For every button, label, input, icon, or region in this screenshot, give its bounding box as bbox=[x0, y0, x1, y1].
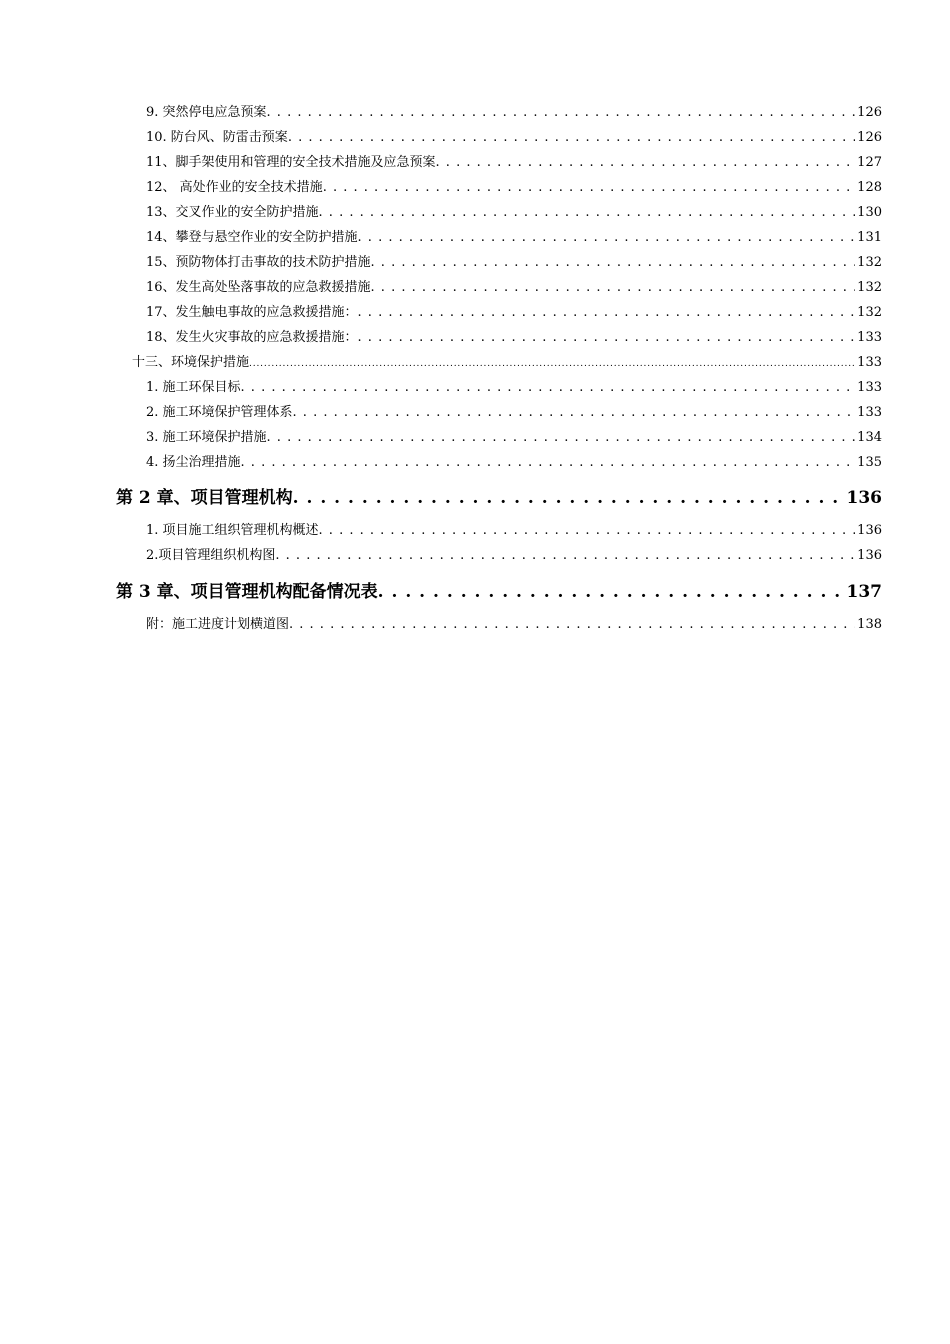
toc-leader-dots bbox=[323, 180, 855, 195]
toc-chapter-entry[interactable] bbox=[116, 577, 882, 601]
toc-entry[interactable] bbox=[146, 251, 882, 271]
toc-entry-page: 132 bbox=[857, 255, 882, 270]
toc-chapter-label: 第 3 章、项目管理机构配备情况表 bbox=[116, 582, 378, 602]
toc-leader-dots bbox=[241, 455, 856, 470]
toc-entry-page: 138 bbox=[857, 617, 882, 632]
toc-entry-page: 132 bbox=[857, 280, 882, 295]
toc-section-entry[interactable] bbox=[132, 351, 882, 371]
toc-entry-label: 16、发生高处坠落事故的应急救援措施 bbox=[146, 280, 371, 295]
toc-entry-label: 3. 施工环境保护措施 bbox=[146, 430, 267, 445]
toc-leader-dots bbox=[293, 405, 856, 420]
toc-leader-dots bbox=[319, 205, 856, 220]
toc-entry-page: 127 bbox=[857, 155, 882, 170]
toc-entry[interactable] bbox=[146, 151, 882, 171]
toc-leader-dots bbox=[319, 523, 856, 538]
toc-leader-dots bbox=[241, 380, 856, 395]
toc-leader-dots bbox=[293, 488, 845, 508]
toc-leader-dots bbox=[358, 330, 856, 345]
toc-entry-label: 14、攀登与悬空作业的安全防护措施 bbox=[146, 230, 358, 245]
toc-entry-label: 11、脚手架使用和管理的安全技术措施及应急预案 bbox=[146, 155, 436, 170]
toc-entry[interactable] bbox=[146, 226, 882, 246]
toc-leader-dots bbox=[288, 130, 855, 145]
toc-entry-label: 13、交叉作业的安全防护措施 bbox=[146, 205, 319, 220]
toc-entry-page: 131 bbox=[857, 230, 882, 245]
toc-entry[interactable] bbox=[146, 326, 882, 346]
toc-entry-label: 1. 项目施工组织管理机构概述 bbox=[146, 523, 319, 538]
toc-entry[interactable] bbox=[146, 276, 882, 296]
toc-entry-page: 134 bbox=[857, 430, 882, 445]
toc-entry-label: 12、 高处作业的安全技术措施 bbox=[146, 180, 323, 195]
toc-entry[interactable] bbox=[146, 201, 882, 221]
toc-entry-label: 10. 防台风、防雷击预案 bbox=[146, 130, 288, 145]
toc-entry-label: 附：施工进度计划横道图 bbox=[146, 617, 290, 632]
toc-entry-page: 128 bbox=[857, 180, 882, 195]
toc-entry[interactable] bbox=[146, 544, 882, 564]
toc-leader-dots bbox=[378, 582, 845, 602]
toc-entry-label: 4. 扬尘治理措施 bbox=[146, 455, 241, 470]
toc-entry-label: 17、发生触电事故的应急救援措施： bbox=[146, 305, 358, 320]
toc-entry-label: 2.项目管理组织机构图 bbox=[146, 548, 276, 563]
toc-entry[interactable] bbox=[146, 126, 882, 146]
toc-entry-page: 130 bbox=[857, 205, 882, 220]
toc-entry[interactable] bbox=[146, 451, 882, 471]
toc-entry-page: 133 bbox=[857, 380, 882, 395]
toc-leader-dots bbox=[267, 430, 856, 445]
toc-entry-page: 133 bbox=[857, 405, 882, 420]
toc-entry-label: 9. 突然停电应急预案 bbox=[146, 105, 267, 120]
toc-entry[interactable] bbox=[146, 301, 882, 321]
toc-entry[interactable] bbox=[146, 519, 882, 539]
toc-entry-page: 133 bbox=[857, 330, 882, 345]
toc-entry-page: 132 bbox=[857, 305, 882, 320]
toc-entry-page: 133 bbox=[857, 355, 882, 370]
toc-entry-label: 1. 施工环保目标 bbox=[146, 380, 241, 395]
toc-entry-label: 18、发生火灾事故的应急救援措施： bbox=[146, 330, 358, 345]
toc-entry-page: 126 bbox=[857, 105, 882, 120]
toc-entry-label: 2. 施工环境保护管理体系 bbox=[146, 405, 293, 420]
toc-chapter-label: 第 2 章、项目管理机构 bbox=[116, 488, 293, 508]
toc-leader-dots bbox=[275, 548, 855, 563]
toc-entry-page: 126 bbox=[857, 130, 882, 145]
toc-leader-dots bbox=[436, 155, 856, 170]
toc-chapter-page: 137 bbox=[846, 582, 882, 602]
toc-entry[interactable] bbox=[146, 176, 882, 196]
toc-entry[interactable] bbox=[146, 101, 882, 121]
toc-leader-dots bbox=[371, 280, 856, 295]
toc-entry-page: 136 bbox=[857, 548, 882, 563]
toc-leader-dots bbox=[371, 255, 856, 270]
toc-entry-page: 135 bbox=[857, 455, 882, 470]
toc-chapter-entry[interactable] bbox=[116, 483, 882, 507]
toc-entry[interactable] bbox=[146, 426, 882, 446]
toc-leader-dots bbox=[249, 359, 855, 369]
toc-leader-dots bbox=[289, 617, 855, 632]
toc-entry[interactable] bbox=[146, 613, 882, 633]
toc-leader-dots bbox=[358, 305, 856, 320]
toc-leader-dots bbox=[358, 230, 856, 245]
toc-entry-page: 136 bbox=[857, 523, 882, 538]
toc-entry[interactable] bbox=[146, 401, 882, 421]
toc-entry-label: 15、预防物体打击事故的技术防护措施 bbox=[146, 255, 371, 270]
toc-chapter-page: 136 bbox=[846, 488, 882, 508]
toc-entry-label: 十三、环境保护措施 bbox=[132, 355, 250, 370]
toc-leader-dots bbox=[267, 105, 856, 120]
toc-entry[interactable] bbox=[146, 376, 882, 396]
